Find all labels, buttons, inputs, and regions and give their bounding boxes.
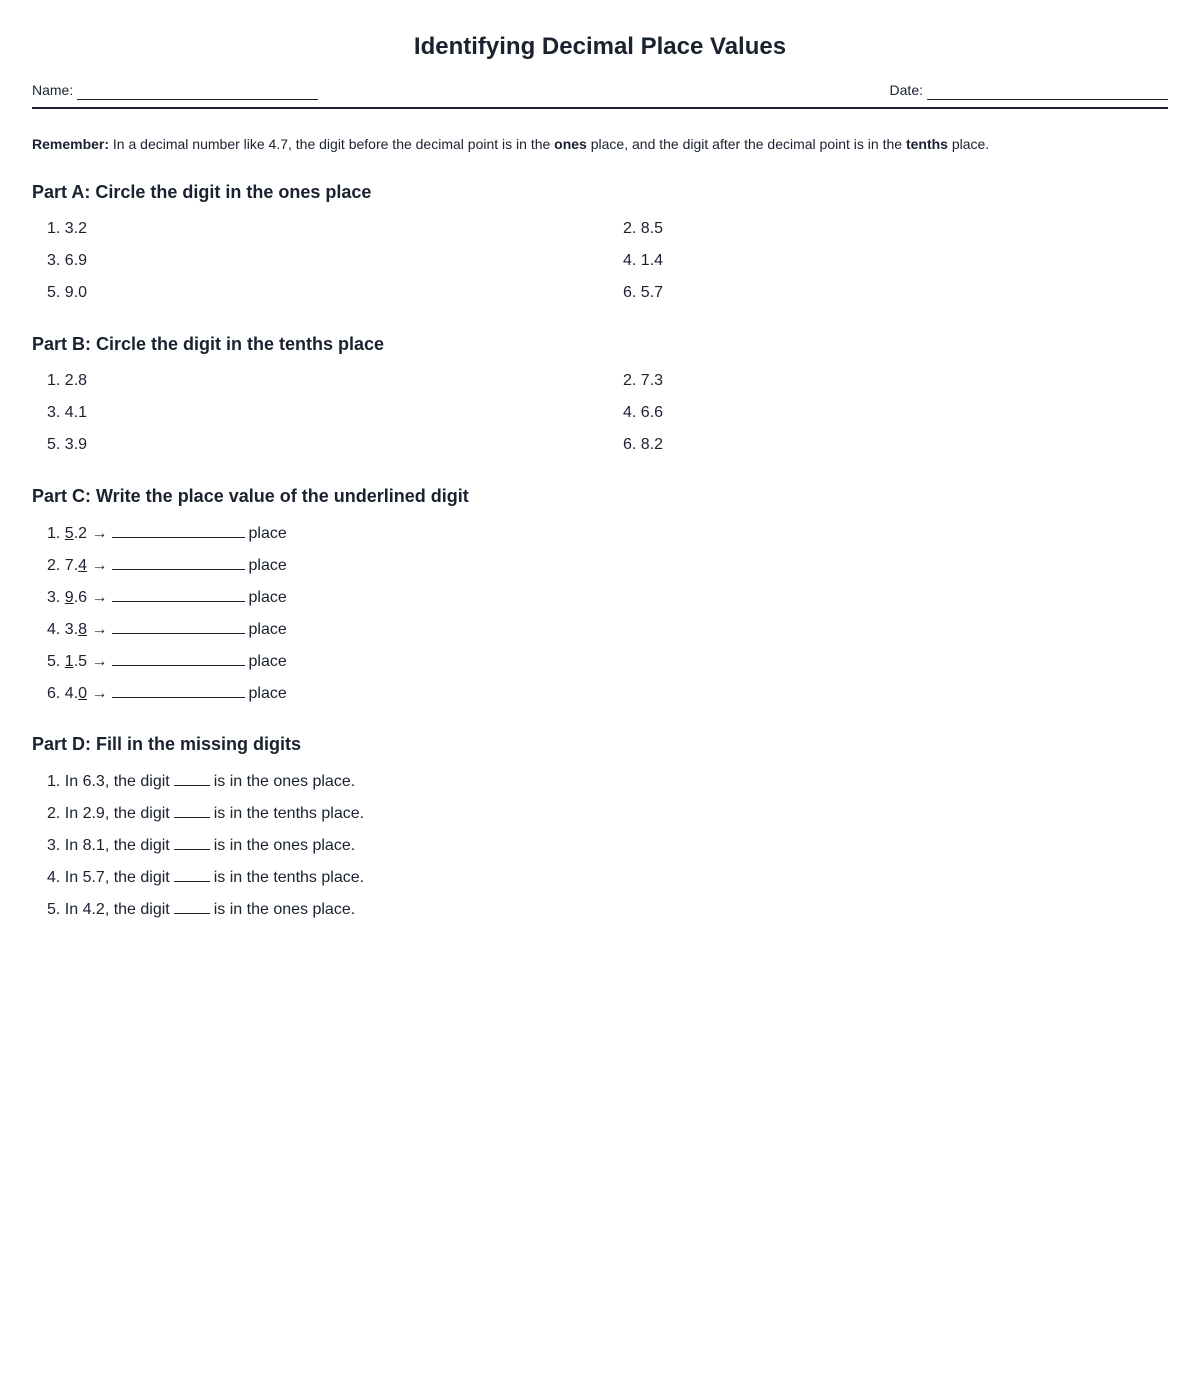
page-title: Identifying Decimal Place Values [413, 33, 787, 60]
place-suffix: place [248, 589, 287, 606]
number-part: .2 [73, 525, 88, 542]
number-part: .6 [73, 589, 88, 606]
item-number: 6. [47, 685, 61, 702]
answer-blank[interactable] [112, 619, 245, 634]
arrow-icon: → [91, 557, 108, 574]
part-d-item [47, 899, 355, 920]
place-suffix: place [248, 557, 287, 574]
underlined-digit: 1 [64, 653, 74, 670]
sentence-suffix: is in the ones place. [213, 773, 356, 790]
answer-blank[interactable] [112, 587, 245, 602]
underlined-digit: 9 [64, 589, 74, 606]
sentence-suffix: is in the ones place. [213, 837, 356, 854]
remember-text-1: In a decimal number like 4.7, the digit before the decimal point is in the [109, 136, 555, 152]
date-label: Date: [889, 82, 923, 98]
item-number: 3. [47, 589, 61, 606]
digit-blank[interactable] [174, 803, 210, 818]
underlined-digit: 5 [64, 525, 74, 542]
part-c-item [47, 683, 287, 704]
sentence-prefix: 5. In 4.2, the digit [47, 901, 170, 918]
part-d-item [47, 835, 355, 856]
arrow-icon: → [91, 589, 108, 606]
sentence-suffix: is in the ones place. [213, 901, 356, 918]
item-number: 1. [47, 525, 61, 542]
part-d-item [47, 867, 364, 888]
sentence-prefix: 3. In 8.1, the digit [47, 837, 170, 854]
part-c-heading: Part C: Write the place value of the underlined digit [32, 486, 469, 506]
place-suffix: place [248, 685, 287, 702]
underlined-digit: 0 [78, 685, 88, 702]
part-b-item: 2. 7.3 [623, 372, 664, 389]
remember-note [32, 135, 1168, 153]
part-c-item [47, 651, 287, 672]
underlined-digit: 4 [78, 557, 88, 574]
number-part: 4. [64, 685, 79, 702]
part-b-item: 6. 8.2 [623, 436, 664, 453]
part-a-item: 4. 1.4 [623, 252, 664, 269]
digit-blank[interactable] [174, 835, 210, 850]
part-a-item: 6. 5.7 [623, 284, 664, 301]
part-b-heading: Part B: Circle the digit in the tenths place [32, 334, 385, 354]
part-c-item [47, 587, 287, 608]
sentence-prefix: 2. In 2.9, the digit [47, 805, 170, 822]
place-suffix: place [248, 525, 287, 542]
sentence-suffix: is in the tenths place. [213, 869, 365, 886]
remember-text-2: place, and the digit after the decimal point is in the [586, 136, 906, 152]
number-part: .5 [73, 653, 88, 670]
digit-blank[interactable] [174, 899, 210, 914]
part-b-item: 4. 6.6 [623, 404, 664, 421]
part-a-heading: Part A: Circle the digit in the ones place [32, 182, 372, 202]
remember-bold-ones: ones [554, 136, 587, 152]
answer-blank[interactable] [112, 555, 245, 570]
number-part: 7. [64, 557, 79, 574]
number-part: 3. [64, 621, 79, 638]
item-number: 4. [47, 621, 61, 638]
sentence-suffix: is in the tenths place. [213, 805, 365, 822]
digit-blank[interactable] [174, 867, 210, 882]
part-c-item [47, 619, 287, 640]
part-c-item [47, 555, 287, 576]
digit-blank[interactable] [174, 771, 210, 786]
answer-blank[interactable] [112, 651, 245, 666]
sentence-prefix: 4. In 5.7, the digit [47, 869, 170, 886]
header-divider [32, 107, 1168, 109]
sentence-prefix: 1. In 6.3, the digit [47, 773, 170, 790]
remember-bold-tenths: tenths [905, 136, 948, 152]
arrow-icon: → [91, 653, 108, 670]
part-a-item: 1. 3.2 [47, 220, 88, 237]
answer-blank[interactable] [112, 683, 245, 698]
date-field [890, 80, 1168, 100]
name-label: Name: [32, 82, 74, 98]
arrow-icon: → [91, 621, 108, 638]
part-c-item [47, 523, 287, 544]
name-field [32, 80, 318, 100]
place-suffix: place [248, 653, 287, 670]
underlined-digit: 8 [78, 621, 88, 638]
arrow-icon: → [91, 685, 108, 702]
item-number: 2. [47, 557, 61, 574]
arrow-icon: → [91, 525, 108, 542]
part-b-item: 1. 2.8 [47, 372, 88, 389]
part-d-item [47, 771, 355, 792]
part-b-item: 5. 3.9 [47, 436, 88, 453]
name-blank[interactable] [77, 85, 318, 100]
part-a-item: 3. 6.9 [47, 252, 88, 269]
remember-text-3: place. [947, 136, 990, 152]
part-d-heading: Part D: Fill in the missing digits [32, 734, 302, 754]
remember-label: Remember: [32, 136, 110, 152]
part-a-item: 5. 9.0 [47, 284, 88, 301]
part-a-item: 2. 8.5 [623, 220, 664, 237]
item-number: 5. [47, 653, 61, 670]
part-b-item: 3. 4.1 [47, 404, 88, 421]
place-suffix: place [248, 621, 287, 638]
part-d-item [47, 803, 364, 824]
date-blank[interactable] [927, 85, 1168, 100]
answer-blank[interactable] [112, 523, 245, 538]
